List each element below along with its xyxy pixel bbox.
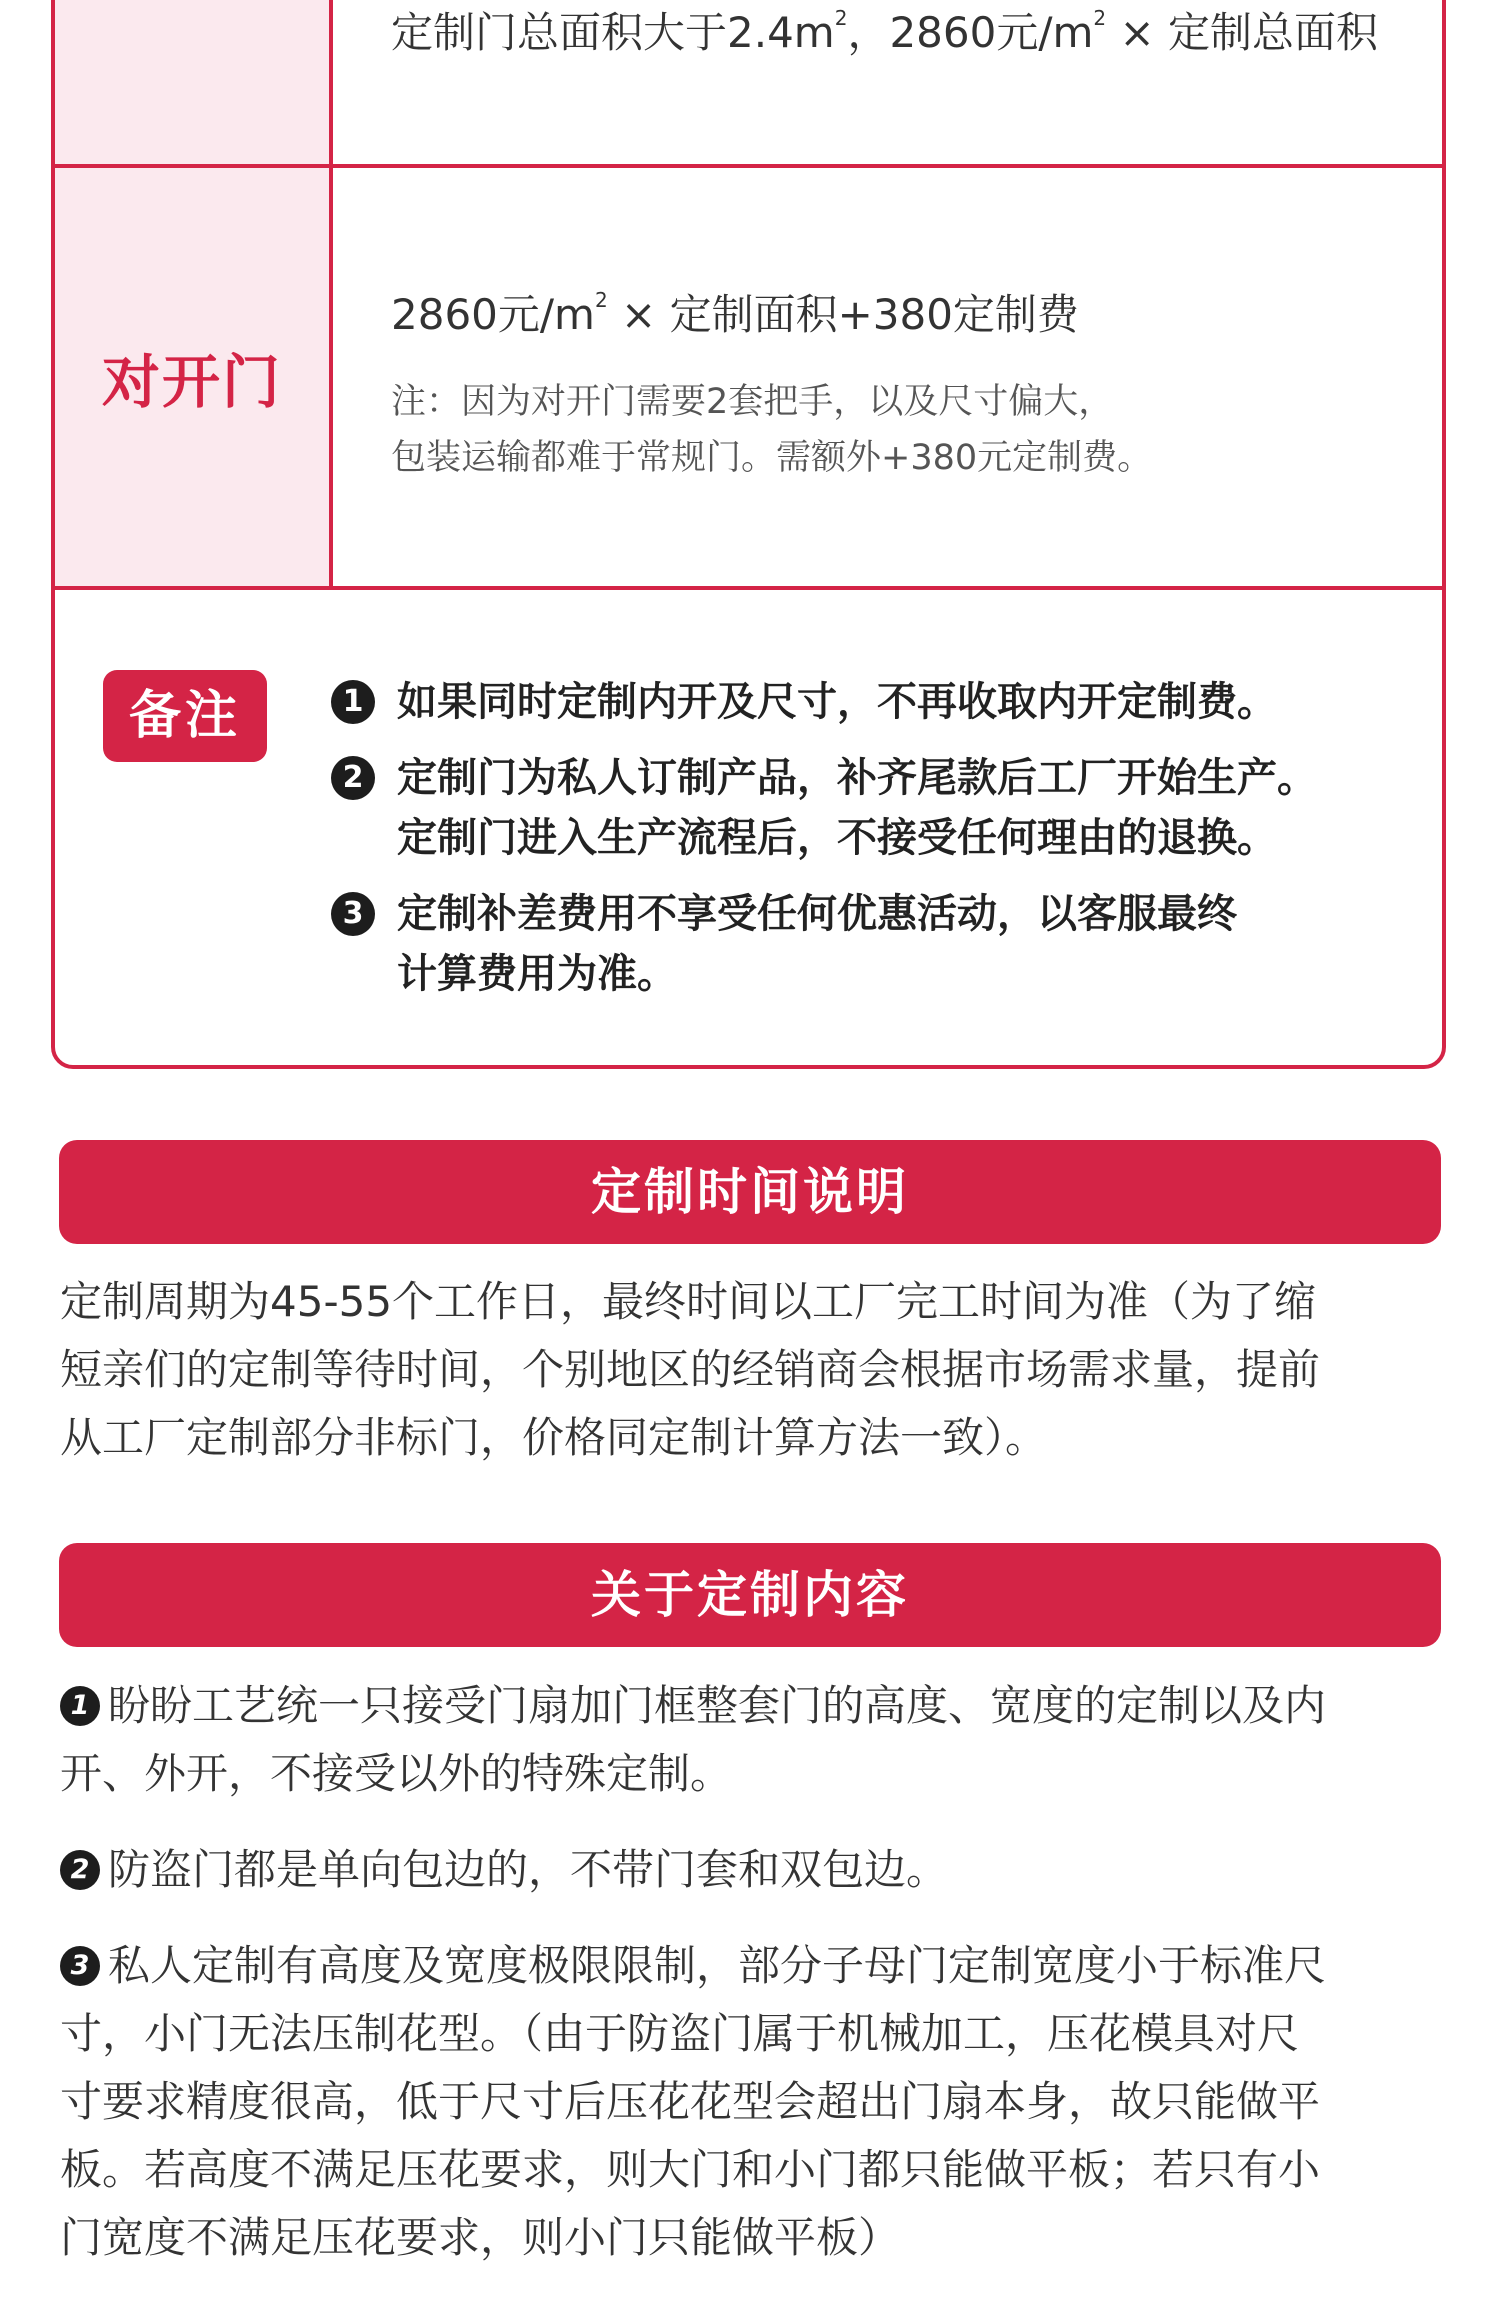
number-2-icon: 2 <box>60 1850 100 1890</box>
list-item: 3 私人定制有高度及宽度极限限制，部分子母门定制宽度小于标准尺 寸，小门无法压制花型。（由于防盗门属于机械加工，压花模具对尺 寸要求精度很高，低于尺寸后压花花型会超出门扇本身，故只能做平 板。若高度不满足压花要求，则大门和小门都只能做平板；若只有小 门宽度不满足压花要求，则小门只能做平板） <box>60 1941 1327 2262</box>
double-door-note: 注：因为对开门需要2套把手，以及尺寸偏大， 包装运输都难于常规门。需额外+380元定制费。 <box>391 382 1153 478</box>
list-item: 2 防盗门都是单向包边的，不带门套和双包边。 <box>60 1836 1445 1904</box>
section-title-time: 定制时间说明 <box>59 1140 1441 1244</box>
pricing-table <box>51 0 1446 1069</box>
number-1-icon: 1 <box>331 680 375 724</box>
number-1-icon: 1 <box>60 1686 100 1726</box>
formula-double-door: 2860元$/m^2$ × 定制面积+380定制费 <box>391 288 1079 339</box>
number-2-icon: 2 <box>331 756 375 800</box>
table-row-double-door <box>55 168 1442 590</box>
list-item: 3 定制补差费用不享受任何优惠活动，以客服最终 计算费用为准。 <box>331 884 1411 1004</box>
table-row-custom-area <box>55 0 1442 168</box>
remarks-badge: 备注 <box>103 670 267 762</box>
list-item: 2 定制门为私人订制产品，补齐尾款后工厂开始生产。 定制门进入生产流程后，不接受任何理由的退换。 <box>331 748 1411 868</box>
label-cell <box>55 168 333 586</box>
formula-custom-area: 定制门总面积大于$2.4m^2$，2860元$/m^2$ × 定制总面积 <box>391 6 1379 57</box>
list-item: 1 如果同时定制内开及尺寸，不再收取内开定制费。 <box>331 672 1411 732</box>
number-3-icon: 3 <box>60 1946 100 1986</box>
number-3-icon: 3 <box>331 892 375 936</box>
row-label-double-door: 对开门 <box>101 348 282 416</box>
label-cell <box>55 0 333 164</box>
list-item: 1 盼盼工艺统一只接受门扇加门框整套门的高度、宽度的定制以及内 开、外开，不接受以外的特殊定制。 <box>60 1681 1327 1798</box>
remarks-list <box>331 672 1411 1020</box>
section-time-paragraph: 定制周期为45-55个工作日，最终时间以工厂完工时间为准（为了缩 短亲们的定制等待时间，个别地区的经销商会根据市场需求量，提前 从工厂定制部分非标门，价格同定制计算方法一致）。 <box>60 1277 1321 1462</box>
table-row-remarks <box>55 590 1442 1065</box>
section-title-content: 关于定制内容 <box>59 1543 1441 1647</box>
